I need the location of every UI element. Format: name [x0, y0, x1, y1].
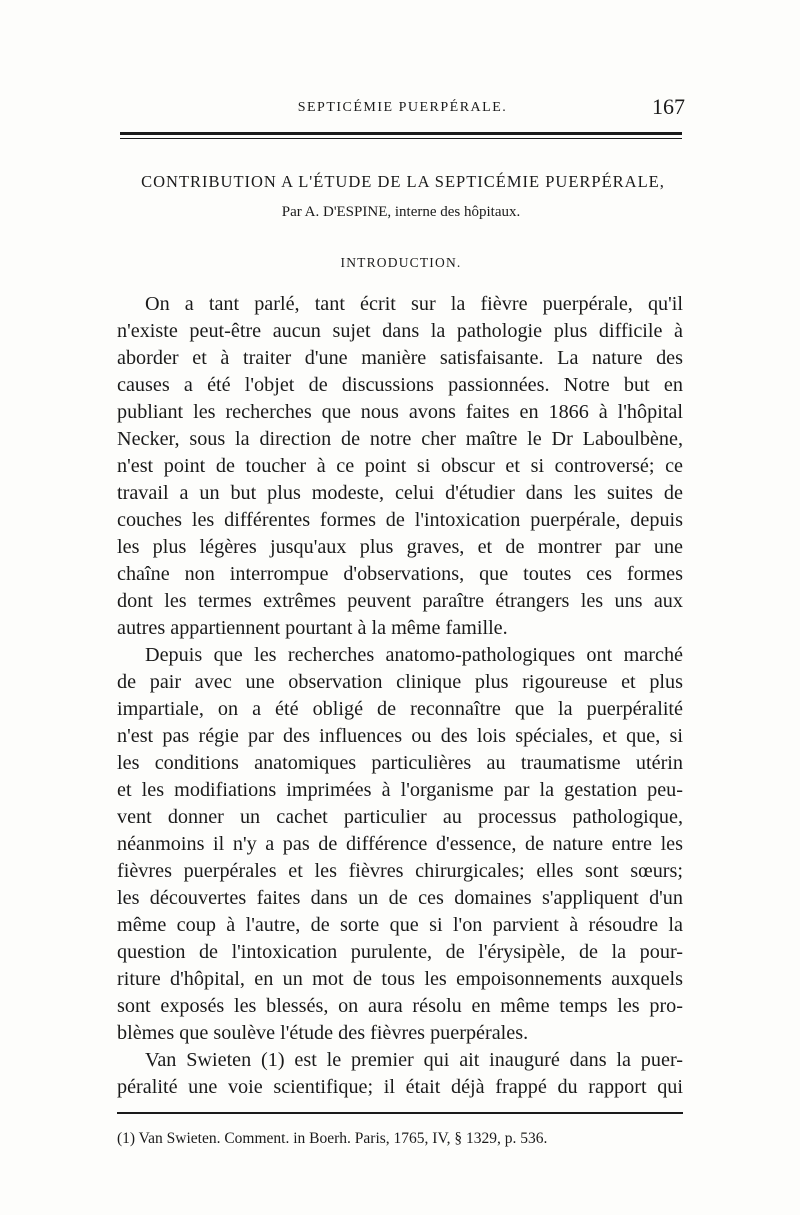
running-head	[120, 92, 685, 122]
text-line: dont les termes extrêmes peuvent paraître étrangers les uns aux	[117, 590, 683, 612]
text-line: autres appartiennent pourtant à la même famille.	[117, 617, 508, 639]
page-number: 167	[652, 94, 685, 119]
text-line: les découvertes faites dans un de ces domaines s'appliquent d'un	[117, 887, 683, 909]
text-line: fièvres puerpérales et les fièvres chirurgicales; elles sont sœurs;	[117, 860, 683, 882]
text-line: péralité une voie scientifique; il était déjà frappé du rapport qui	[117, 1076, 683, 1098]
text-line: n'existe peut-être aucun sujet dans la pathologie plus difficile à	[117, 320, 683, 342]
text-line: impartiale, on a été obligé de reconnaître que la puerpéralité	[117, 698, 683, 720]
article-title: CONTRIBUTION A L'ÉTUDE DE LA SEPTICÉMIE PUERPÉRALE,	[141, 172, 665, 191]
text-line: riture d'hôpital, en un mot de tous les empoisonnements auxquels	[117, 968, 683, 990]
text-line: Van Swieten (1) est le premier qui ait inauguré dans la puer-	[145, 1049, 683, 1071]
text-line: sont exposés les blessés, on aura résolu en même temps les pro-	[117, 995, 683, 1017]
text-line: couches les différentes formes de l'intoxication puerpérale, depuis	[117, 509, 683, 531]
text-line: Depuis que les recherches anatomo-pathologiques ont marché	[145, 644, 683, 666]
running-head-title: SEPTICÉMIE PUERPÉRALE.	[297, 100, 508, 115]
text-line: les conditions anatomiques particulières au traumatisme utérin	[117, 752, 683, 774]
text-line: publiant les recherches que nous avons faites en 1866 à l'hôpital	[117, 401, 683, 423]
text-line: On a tant parlé, tant écrit sur la fièvre puerpérale, qu'il	[145, 293, 683, 315]
text-line: aborder et à traiter d'une manière satisfaisante. La nature des	[117, 347, 683, 369]
article-byline: Par A. D'ESPINE, interne des hôpitaux.	[281, 204, 521, 220]
text-line: chaîne non interrompue d'observations, que toutes ces formes	[117, 563, 683, 585]
text-line: de pair avec une observation clinique plus rigoureuse et plus	[117, 671, 683, 693]
text-line: n'est point de toucher à ce point si obscur et si controversé; ce	[117, 455, 683, 477]
text-line: néanmoins il n'y a pas de différence d'essence, de nature entre les	[117, 833, 683, 855]
body-text	[117, 291, 683, 1101]
text-line: blèmes que soulève l'étude des fièvres puerpérales.	[117, 1022, 529, 1044]
header-rule-thin	[120, 138, 682, 139]
footnote-rule	[117, 1112, 683, 1114]
header-rule	[120, 132, 682, 135]
text-line: causes a été l'objet de discussions passionnées. Notre but en	[117, 374, 683, 396]
footnote: (1) Van Swieten. Comment. in Boerh. Paris, 1765, IV, § 1329, p. 536.	[117, 1130, 548, 1147]
text-line: travail a un but plus modeste, celui d'étudier dans les suites de	[117, 482, 683, 504]
text-line: n'est pas régie par des influences ou des lois spéciales, et que, si	[117, 725, 683, 747]
text-line: vent donner un cachet particulier au processus pathologique,	[117, 806, 683, 828]
text-line: les plus légères jusqu'aux plus graves, et de montrer par une	[117, 536, 683, 558]
text-line: même coup à l'autre, de sorte que si l'on parvient à résoudre la	[117, 914, 683, 936]
text-line: question de l'intoxication purulente, de l'érysipèle, de la pour-	[117, 941, 683, 963]
text-line: Necker, sous la direction de notre cher maître le Dr Laboulbène,	[117, 428, 683, 450]
section-title: INTRODUCTION.	[340, 255, 462, 270]
text-line: et les modifiations imprimées à l'organisme par la gestation peu-	[117, 779, 683, 801]
